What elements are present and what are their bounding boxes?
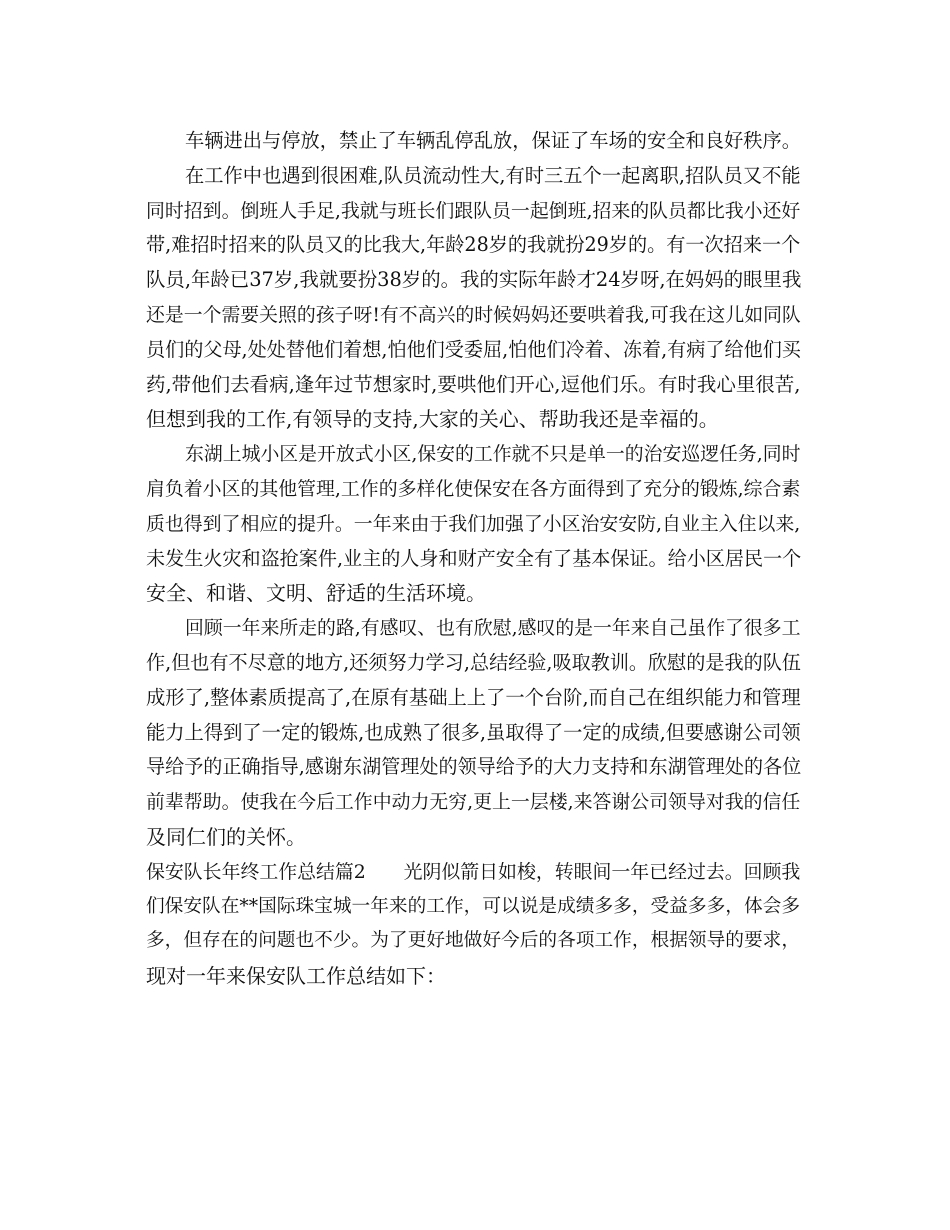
text-line: 但想到我的工作,有领导的支持,大家的关心、帮助我还是幸福的。 xyxy=(146,407,719,432)
text-line: 现对一年来保安队工作总结如下： xyxy=(146,964,446,989)
text-line: 东湖上城小区是开放式小区,保安的工作就不只是单一的治安巡逻任务,同时 xyxy=(185,443,801,466)
text-line: 成形了,整体素质提高了,在原有基础上上了一个台阶,而自己在组织能力和管理 xyxy=(146,685,801,709)
text-line: 肩负着小区的其他管理,工作的多样化使保安在各方面得到了充分的锻炼,综合素 xyxy=(146,477,801,500)
text-line: 保安队长年终工作总结篇2 光阴似箭日如梭，转眼间一年已经过去。回顾我 xyxy=(146,860,801,883)
text-line: 作,但也有不尽意的地方,还须努力学习,总结经验,吸取教训。欣慰的是我的队伍 xyxy=(146,650,801,674)
text-line: 导给予的正确指导,感谢东湖管理处的领导给予的大力支持和东湖管理处的各位 xyxy=(146,755,802,779)
text-line: 未发生火灾和盗抢案件,业主的人身和财产安全有了基本保证。给小区居民一个 xyxy=(146,546,802,570)
text-line: 员们的父母,处处替他们着想,怕他们受委屈,怕他们冷着、冻着,有病了给他们买 xyxy=(146,337,801,361)
text-line: 带,难招时招来的队员又的比我大,年龄28岁的我就扮29岁的。有一次招来一个 xyxy=(146,233,801,257)
document-body xyxy=(146,124,801,994)
text-line: 队员,年龄已37岁,我就要扮38岁的。我的实际年龄才24岁呀,在妈妈的眼里我 xyxy=(146,268,802,292)
text-line: 及同仁们的关怀。 xyxy=(146,824,306,849)
text-line: 质也得到了相应的提升。一年来由于我们加强了小区治安安防,自业主入住以来, xyxy=(146,512,801,535)
text-line: 在工作中也遇到很困难,队员流动性大,有时三五个一起离职,招队员又不能 xyxy=(185,163,801,187)
text-line: 还是一个需要关照的孩子呀!有不高兴的时候妈妈还要哄着我,可我在这儿如同队 xyxy=(146,303,801,326)
text-line: 车辆进出与停放，禁止了车辆乱停乱放，保证了车场的安全和良好秩序。 xyxy=(185,129,801,152)
text-line: 同时招到。倒班人手足,我就与班长们跟队员一起倒班,招来的队员都比我小还好 xyxy=(146,199,801,222)
text-line: 药,带他们去看病,逢年过节想家时,要哄他们开心,逗他们乐。有时我心里很苦, xyxy=(146,372,801,396)
text-line: 前辈帮助。使我在今后工作中动力无穷,更上一层楼,来答谢公司领导对我的信任 xyxy=(146,791,801,814)
text-line: 安全、和谐、文明、舒适的生活环境。 xyxy=(146,581,486,606)
text-line: 回顾一年来所走的路,有感叹、也有欣慰,感叹的是一年来自己虽作了很多工 xyxy=(185,617,801,640)
text-line: 们保安队在**国际珠宝城一年来的工作，可以说是成绩多多，受益多多，体会多 xyxy=(146,895,801,917)
text-line: 能力上得到了一定的锻炼,也成熟了很多,虽取得了一定的成绩,但要感谢公司领 xyxy=(146,720,801,744)
text-line: 多，但存在的问题也不少。为了更好地做好今后的各项工作，根据领导的要求， xyxy=(146,930,801,952)
